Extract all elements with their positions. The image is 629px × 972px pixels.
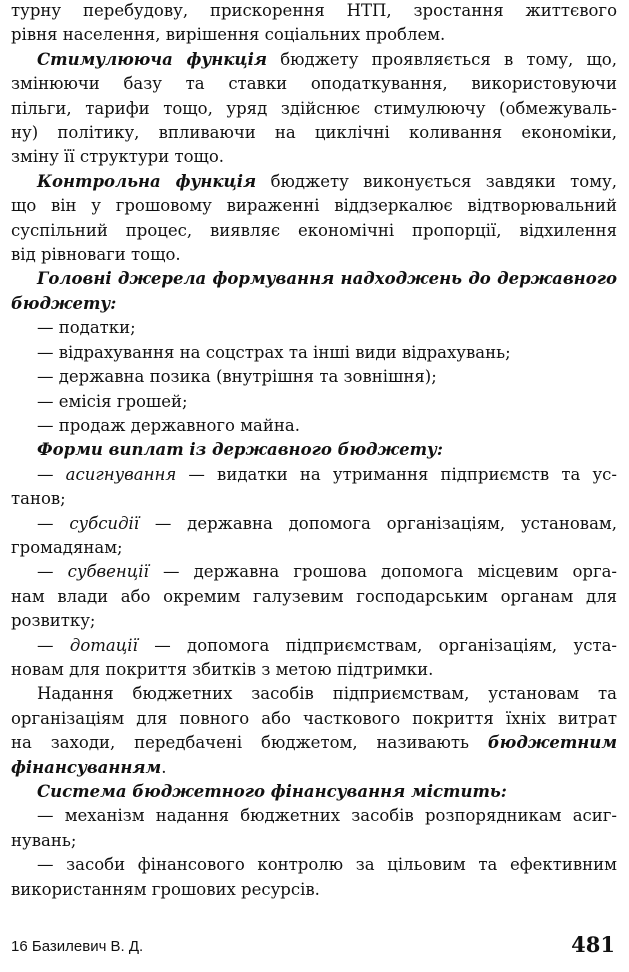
text-line: танов; (11, 489, 66, 509)
list-item: — податки; (37, 318, 136, 338)
text-span: — видатки на утримання підприємств та ус- (176, 464, 617, 484)
text-span: на заходи, передбачені бюджетом, називають (11, 733, 488, 753)
text-line (11, 170, 617, 194)
list-item: — емісія грошей; (37, 391, 188, 411)
dash: — (37, 635, 70, 655)
text-line: розвитку; (11, 611, 96, 631)
text-span: бюджету проявляється в тому, що, (267, 49, 617, 69)
dash: — (37, 464, 66, 484)
term-subventions: субвенції (67, 562, 149, 582)
text-line (11, 731, 617, 755)
list-item: — державна позика (внутрішня та зовнішня); (37, 367, 437, 387)
term-subsidies: субсидії (69, 513, 140, 533)
paragraph-stimulating-function (11, 48, 617, 170)
dash: — (37, 562, 68, 582)
text-line: турну перебудову, прискорення НТП, зростання життєвого (11, 1, 617, 20)
text-line: нам влади або окремим галузевим господарським органам для (11, 586, 617, 606)
text-span: — державна допомога організаціям, установам, (139, 513, 617, 533)
list-item: — засоби фінансового контролю за цільовим та ефективним (37, 855, 617, 875)
text-line: громадянам; (11, 537, 123, 557)
paragraph-budget-financing (11, 682, 617, 780)
text-line: рівня населення, вирішення соціальних проблем. (11, 25, 446, 45)
signature-mark: 16 Базилевич В. Д. (11, 938, 144, 955)
system-heading: Система бюджетного фінансування містить: (37, 782, 507, 801)
payment-item-allocations (11, 463, 617, 512)
paragraph-control-function (11, 170, 617, 268)
text-line: нувань; (11, 830, 77, 850)
heading-line: Головні джерела формування надходжень до державного (37, 269, 617, 289)
payment-item-subsidies (11, 512, 617, 561)
text-line: організаціям для повного або часткового покриття їхніх витрат (11, 708, 617, 728)
term-allocations: асигнування (65, 464, 177, 484)
term-control-function: Контрольна функція (37, 171, 257, 191)
list-item: — відрахування на соцстрах та інші види відрахувань; (37, 342, 511, 362)
paragraph-goals (11, 0, 617, 48)
text-line: новам для покриття збитків з метою підтримки. (11, 659, 434, 679)
system-item-control (11, 853, 617, 902)
text-line: суспільний процес, виявляє економічні пропорції, відхилення (11, 220, 617, 240)
text-line: зміну її структури тощо. (11, 147, 225, 167)
list-item: — продаж державного майна. (37, 415, 300, 435)
heading-line: бюджету: (11, 293, 117, 313)
text-span: — допомога підприємствам, організаціям, уста- (137, 635, 617, 655)
text-span: . (161, 757, 167, 777)
list-item: — механізм надання бюджетних засобів розпорядникам асиг- (37, 806, 617, 826)
term-budget-financing: бюджетним (487, 733, 617, 753)
page-body (11, 0, 617, 902)
text-line: змінюючи базу та ставки оподаткування, використовуючи (11, 74, 617, 94)
text-line: Надання бюджетних засобів підприємствам, установам та (37, 684, 617, 704)
payment-item-subventions (11, 560, 617, 633)
text-line (11, 512, 617, 536)
text-line: ну) політику, впливаючи на циклічні коливання економіки, (11, 123, 617, 143)
text-span: бюджету виконується завдяки тому, (256, 171, 618, 191)
text-line: пільги, тарифи тощо, уряд здійснює стимулюючу (обмежуваль- (11, 98, 617, 118)
text-line: що він у грошовому вираженні віддзеркалює відтворювальний (11, 196, 617, 216)
dash: — (37, 513, 70, 533)
payment-item-grants (11, 634, 617, 683)
term-budget-financing: фінансуванням (11, 757, 162, 777)
term-grants: дотації (69, 635, 138, 655)
text-span: — державна грошова допомога місцевим орга- (148, 562, 617, 582)
text-line: від рівноваги тощо. (11, 245, 181, 265)
text-line (11, 560, 617, 584)
text-line: використанням грошових ресурсів. (11, 879, 320, 899)
payments-heading: Форми виплат із державного бюджету: (37, 440, 443, 460)
sources-list (11, 316, 617, 438)
text-line (11, 463, 617, 487)
text-line (11, 756, 617, 780)
page-number: 481 (571, 932, 615, 957)
text-line (11, 48, 617, 72)
system-item-mechanism (11, 804, 617, 853)
text-line (11, 634, 617, 658)
page-footer (11, 930, 615, 960)
sources-heading (11, 267, 617, 316)
term-stimulating-function: Стимулююча функція (37, 49, 268, 69)
